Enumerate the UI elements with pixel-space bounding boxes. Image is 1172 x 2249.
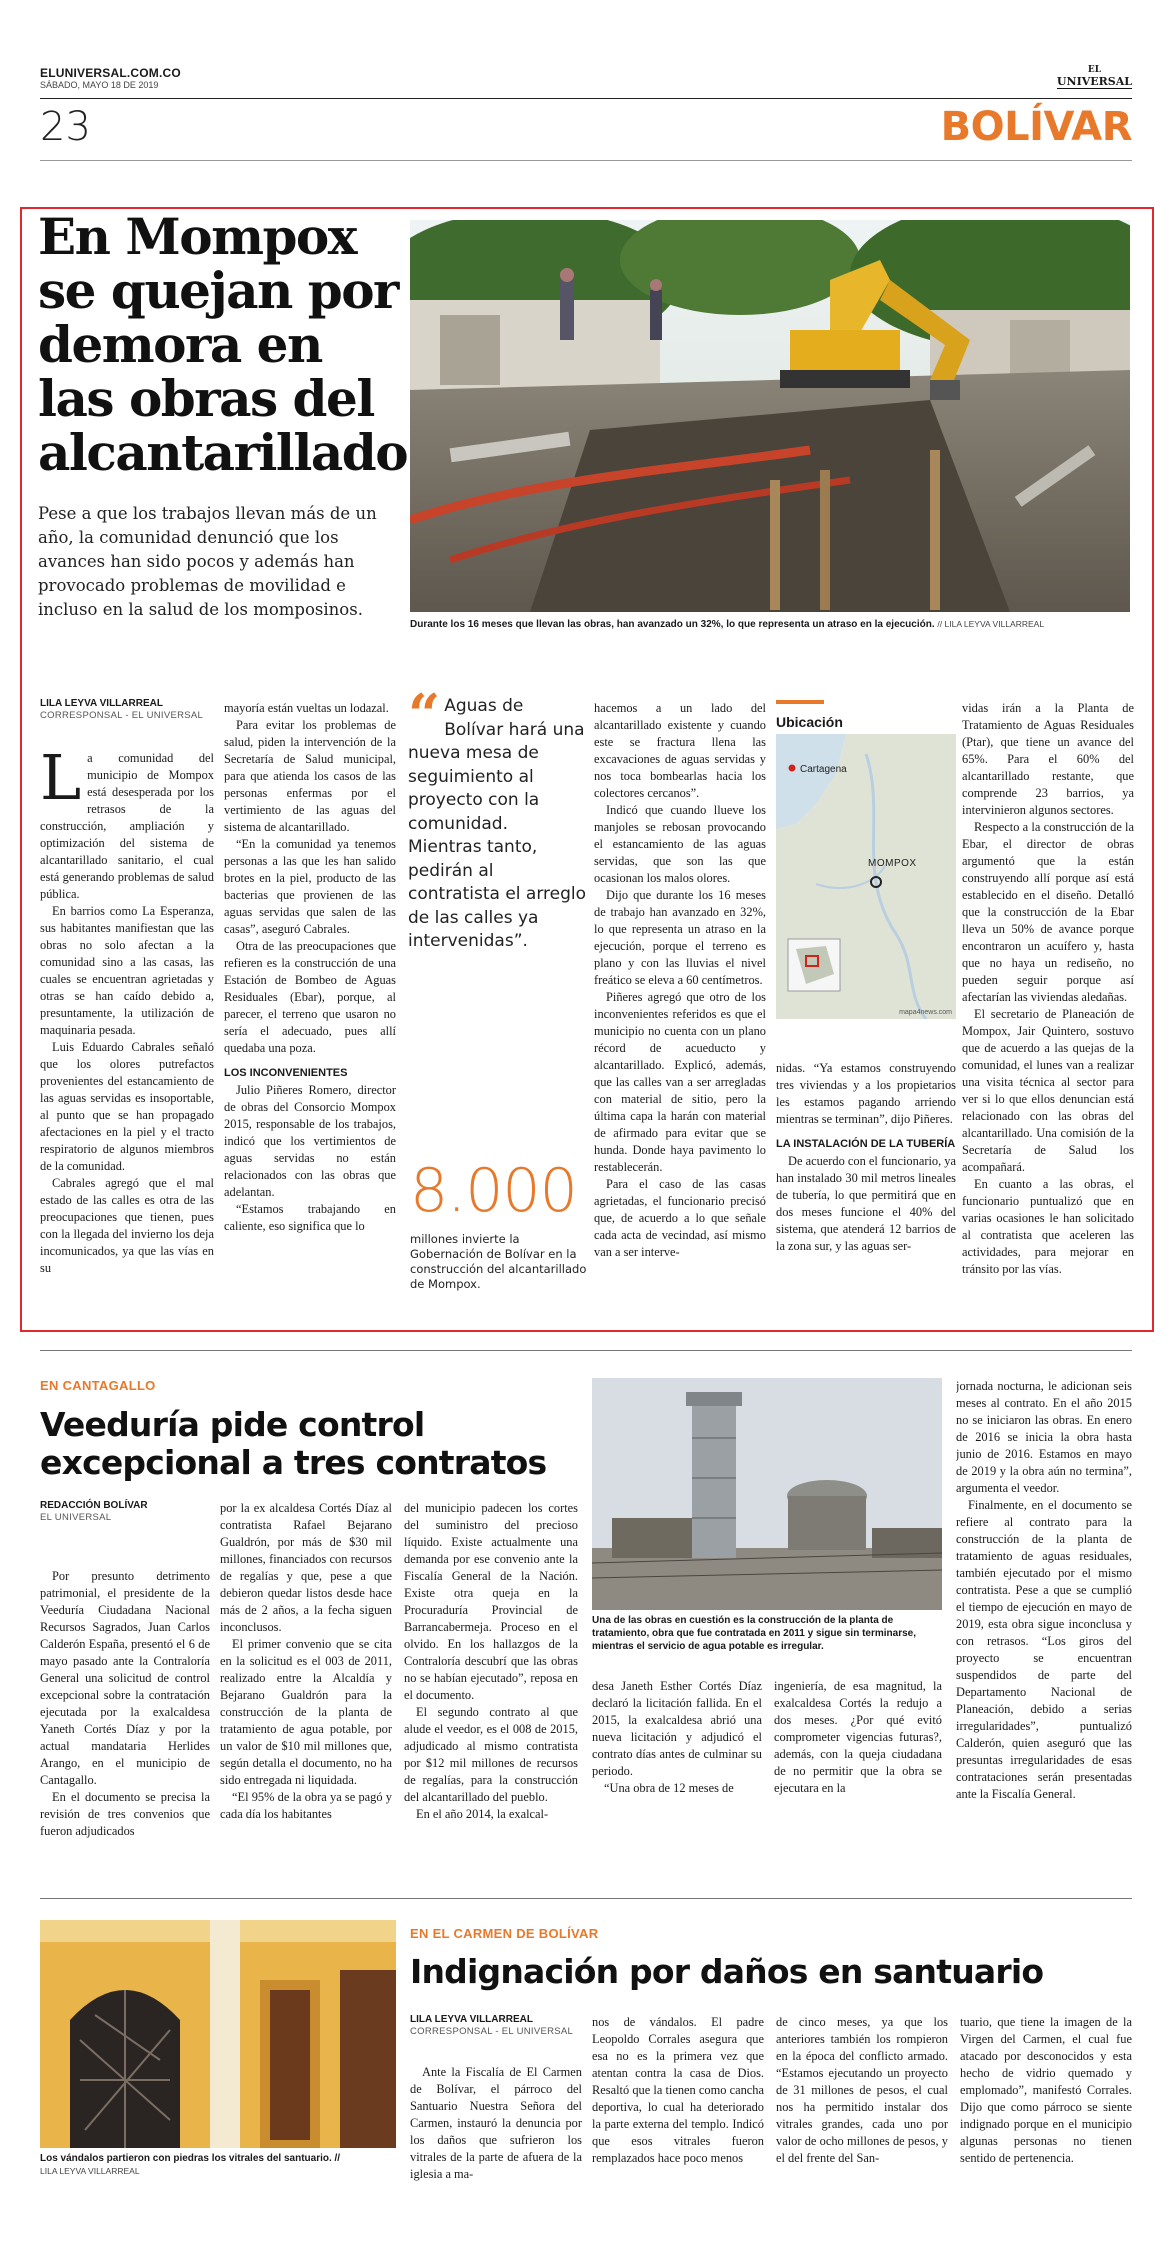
pull-quote-text: Aguas de Bolívar hará una nueva mesa de seguimiento al proyecto con la comunidad. Mientras tanto, pedirán al contratista el arreglo de las calles ya intervenidas”. xyxy=(408,696,587,951)
lead-paragraph: “Estamos trabajando en caliente, eso significa que lo xyxy=(224,1202,396,1233)
issue-date: SÁBADO, MAYO 18 DE 2019 xyxy=(40,80,159,90)
story2-paragraph: ingeniería, de esa magnitud, la exalcaldesa Cortés la redujo a dos meses. ¿Por qué evitó comprometer vigencias futuras?, además, con la queja ciudadana de no permitir que la obra se ejecutara en la xyxy=(774,1679,942,1795)
lead-column-1 xyxy=(40,750,214,1320)
pull-quote xyxy=(408,682,587,954)
story2-column-3 xyxy=(404,1500,578,1866)
story2-paragraph: Finalmente, en el documento se refiere al contrato para la construcción de la planta de tratamiento de aguas residuales, también ejecutado por el mismo contratista. Pese a que se cumplió el tiempo de ejecución en mayo de 2019, esta obra sigue inconclusa y con retrasos. “Los giros del proyecto se encuentran suspendidos de parte del Departamento Nacional de Planeación, debido a serias irregularidades”, puntualizó Calderón, quien aseguró que las presuntas irregularidades de esas contrataciones serán presentadas ante la Fiscalía General. xyxy=(956,1498,1132,1801)
map-label-city2: MOMPOX xyxy=(868,858,917,869)
byline-role: EL UNIVERSAL xyxy=(40,1512,112,1523)
lead-paragraph: Cabrales agregó que el mal estado de las calles es otra de las preocupaciones que tienen, pues con la llegada del invierno los deja incomunicados, ya que las vías en su xyxy=(40,1176,214,1275)
byline-name[interactable]: REDACCIÓN BOLÍVAR xyxy=(40,1500,148,1511)
story3-paragraph: de cinco meses, ya que los anteriores también los rompieron en la época del conflicto armado. “Estamos ejecutando un proyecto de 31 millones de pesos, el cual nos ha permitido instalar dos vitrales grandes, cada uno por valor de ocho millones de pesos, y el del frente del San- xyxy=(776,2015,948,2165)
lead-headline[interactable]: En Mompox se quejan por demora en las obras del alcantarillado xyxy=(38,207,408,482)
lead-byline xyxy=(40,698,210,722)
lead-paragraph: vidas irán a la Planta de Tratamiento de Aguas Residuales (Ptar), que tiene un avance del 65%. Para el 60% del alcantarillado restante, que comprende 23 barrios, ya intervinieron algunos sectores. xyxy=(962,701,1134,817)
section-title: BOLÍVAR xyxy=(940,104,1132,150)
byline-role: CORRESPONSAL - EL UNIVERSAL xyxy=(40,710,204,721)
top-rule xyxy=(40,98,1132,99)
story2-column-4 xyxy=(592,1678,762,1868)
lead-paragraph: Para el caso de las casas agrietadas, el funcionario precisó que, de acuerdo a lo que señale cada acta de vecindad, así mismo van a ser interve- xyxy=(594,1177,766,1259)
byline-role: CORRESPONSAL - EL UNIVERSAL xyxy=(410,2026,574,2037)
lead-photo xyxy=(410,220,1130,612)
lead-column-5 xyxy=(962,700,1134,1320)
story2-paragraph: por la ex alcaldesa Cortés Díaz al contratista Rafael Bejarano Gualdrón, por más de $30 mil millones, financiados con recursos de regalías y que, pese a que debieron quedar listos desde hace más de 2 años, a la fecha siguen inconclusos. xyxy=(220,1501,392,1634)
lead-paragraph: En barrios como La Esperanza, sus habitantes manifiestan que las obras no solo afectan a la comunidad sino a las casas, las cuales se encuentran agrietadas y otras se han caído debido a, presuntamente, la utilización de maquinaria pesada. xyxy=(40,904,214,1037)
map-label-city1: Cartagena xyxy=(800,764,847,775)
story3-caption-credit: LILA LEYVA VILLARREAL xyxy=(40,2166,140,2176)
excavation-photo-illustration xyxy=(410,220,1130,612)
lead-paragraph: Indicó que cuando llueve los manjoles se rebosan provocando el estancamiento de las aguas servidas, que son las que ocasionan los malos olores. xyxy=(594,803,766,885)
lead-paragraph: hacemos a un lado del alcantarillado existente y cuando este se fractura llena las excavaciones de aguas servidas y nos toca bombearlas hacia los colectores cercanos”. xyxy=(594,701,766,800)
byline-name[interactable]: LILA LEYVA VILLARREAL xyxy=(410,2014,533,2025)
story2-byline xyxy=(40,1500,210,1524)
map-source: mapa4news.com xyxy=(899,1009,952,1016)
story3-column-1 xyxy=(410,2064,582,2204)
story2-paragraph: “El 95% de la obra ya se pagó y cada día los habitantes xyxy=(220,1790,392,1821)
lead-photo-caption xyxy=(410,618,1130,631)
story2-paragraph: “Una obra de 12 meses de xyxy=(604,1781,734,1795)
logo-line-2: UNIVERSAL xyxy=(1056,75,1132,88)
story-divider xyxy=(40,1898,1132,1899)
lead-column-3 xyxy=(594,700,766,1320)
site-url[interactable]: ELUNIVERSAL.COM.CO xyxy=(40,66,181,80)
story3-column-3 xyxy=(776,2014,948,2204)
lead-paragraph: a comunidad del municipio de Mompox está desesperada por los retrasos de la construcción, ampliación y optimización del sistema de alcantarillado sanitario, el cual está generando problemas de salud pública. xyxy=(40,751,214,901)
water-tower-photo-illustration xyxy=(592,1378,942,1610)
story3-paragraph: Ante la Fiscalía de El Carmen de Bolívar, el párroco del Santuario Nuestra Señora del Carmen, instauró la denuncia por los daños que sufrieron los vitrales de la parte de afuera de la iglesia a ma- xyxy=(410,2065,582,2181)
map-title: Ubicación xyxy=(776,714,843,730)
story2-column-1 xyxy=(40,1568,210,1868)
lead-paragraph: Julio Piñeres Romero, director de obras del Consorcio Mompox 2015, responsable de los trabajos, indicó que los vertimientos de aguas servidas no están relacionados con las obras que adelantan. xyxy=(224,1083,396,1199)
story3-photo-caption xyxy=(40,2152,396,2178)
lead-paragraph: Luis Eduardo Cabrales señaló que los olores putrefactos provenientes del estancamiento de las aguas servidas es insoportable, al punto que se han propagado afectaciones en la piel y el tracto respiratorio de algunos miembros de la comunidad. xyxy=(40,1040,214,1173)
drop-cap: L xyxy=(40,750,82,814)
story2-paragraph: del municipio padecen los cortes del suministro del precioso líquido. Existe actualmente una demanda por ese convenio ante la Fiscalía General de la Nación. Existe otra queja en la Procuraduría Provincial de Barrancabermeja. Proceso en el olvido. En los hallazgos de la Contraloría descubrí que las obras no se habían ejecutado”, reposa en el documento. xyxy=(404,1501,578,1702)
lead-paragraph: Respecto a la construcción de la Ebar, el director de obras argumentó que la están construyendo allí porque así está establecido en el diseño. Detalló que la construcción de la Ebar lleva un 50% de avance porque encontraron un acuífero y, hasta que no haya un rediseño, no pueden seguir porque así afectarían las viviendas aledañas. xyxy=(962,820,1134,1004)
lead-paragraph: nidas. “Ya estamos construyendo tres viviendas y a los propietarios les estamos pagando arriendo mientras se terminan”, dijo Piñeres. xyxy=(776,1061,956,1126)
story2-paragraph: desa Janeth Esther Cortés Díaz declaró la licitación fallida. En el 2015, la exalcaldesa abrió una nueva licitación y adjudicó el contrato días antes de culminar su periodo. xyxy=(592,1679,762,1778)
lead-deck: Pese a que los trabajos llevan más de un año, la comunidad denunció que los avances han sido pocos y además han provocado problemas de movilidad e incluso en la salud de los momposinos. xyxy=(38,504,377,619)
lead-column-2 xyxy=(224,700,396,1320)
map-graphic xyxy=(776,734,956,1019)
lead-paragraph: De acuerdo con el funcionario, ya han instalado 30 mil metros lineales de tubería, lo que permitirá que en dos meses funcione el 40% del sistema, que atenderá 12 barrios de la zona sur, y las aguas ser- xyxy=(776,1154,956,1253)
story3-headline[interactable]: Indignación por daños en santuario xyxy=(410,1952,1044,1991)
story3-photo xyxy=(40,1920,396,2148)
story2-column-5 xyxy=(774,1678,942,1868)
section-rule xyxy=(40,160,1132,161)
story2-paragraph: En el documento se precisa la revisión de tres convenios que fueron adjudicados xyxy=(40,1790,210,1838)
lead-paragraph: Otra de las preocupaciones que refieren es la construcción de una Estación de Bombeo de Aguas Residuales (Ebar), porque, al parecer, el terreno que usaron no sería el adecuado, pues allí quedaba una poza. xyxy=(224,939,396,1055)
lead-paragraph: mayoría están vueltas un lodazal. xyxy=(224,701,389,715)
lead-caption-credit: // LILA LEYVA VILLARREAL xyxy=(937,619,1045,629)
subheading: LA INSTALACIÓN DE LA TUBERÍA xyxy=(776,1138,956,1150)
location-map xyxy=(776,700,956,1030)
page-number: 23 xyxy=(40,104,91,150)
story3-byline xyxy=(410,2014,580,2038)
story2-paragraph: Por presunto detrimento patrimonial, el presidente de la Veeduría Ciudadana Nacional Recursos Sagrados, Juan Carlos Calderón España, presentó el 6 de mayo pasado ante la Contraloría General una solicitud de control excepcional sobre la contratación ejecutada por la exalcaldesa Yaneth Cortés Díaz y por la actual mandataria Herlides Arango, en el municipio de Cantagallo. xyxy=(40,1569,210,1787)
story2-column-6 xyxy=(956,1378,1132,1868)
lead-paragraph: El secretario de Planeación de Mompox, Jair Quintero, sostuvo que de acuerdo a las quejas de la comunidad, el lunes van a realizar una visita técnica al sector para ver si lo que ellos denuncian está relacionado con las obras del alcantarillado. Una comisión de la Secretaría de Salud los acompañará. xyxy=(962,1007,1134,1174)
lead-column-4 xyxy=(776,1060,956,1322)
story3-paragraph: nos de vándalos. El padre Leopoldo Corrales asegura que esa no es la primera vez que atentan contra la casa de Dios. Resaltó que la tienen como cancha deportiva, lo cual ha deteriorado la parte externa del templo. Indicó que esos vitrales fueron remplazados hace poco menos xyxy=(592,2015,764,2165)
story2-paragraph: El segundo contrato al que alude el veedor, es el 008 de 2015, adjudicado al mismo contratista por $12 mil millones de recursos de regalías, para la construcción del alcantarillado del pueblo. xyxy=(404,1705,578,1804)
lead-paragraph: En cuanto a las obras, el funcionario puntualizó que en varias ocasiones le han solicitado al contratista que aceleren las actividades, para mejorar en tránsito por las vías. xyxy=(962,1177,1134,1276)
subheading: LOS INCONVENIENTES xyxy=(224,1067,348,1079)
map-accent-rule xyxy=(776,700,824,704)
story3-column-4 xyxy=(960,2014,1132,2204)
cartagena-marker-icon xyxy=(789,765,796,772)
story2-column-2 xyxy=(220,1500,392,1866)
big-number-label: millones invierte la Gobernación de Bolívar en la construcción del alcantarillado de Mompox. xyxy=(410,1232,587,1291)
story2-paragraph: En el año 2014, la exalcal- xyxy=(416,1807,549,1821)
lead-caption-text: Durante los 16 meses que llevan las obras, han avanzado un 32%, lo que representa un atraso en la ejecución. xyxy=(410,619,935,630)
story2-headline[interactable]: Veeduría pide control excepcional a tres contratos xyxy=(40,1405,547,1482)
story2-kicker: EN CANTAGALLO xyxy=(40,1378,156,1393)
story3-caption-text: Los vándalos partieron con piedras los vitrales del santuario. // xyxy=(40,2153,341,2164)
big-number: 8.000 xyxy=(410,1156,577,1226)
story2-photo xyxy=(592,1378,942,1610)
story2-paragraph: El primer convenio que se cita en la solicitud es el 003 de 2011, realizado entre la Alcaldía y Bejarano Gualdrón para la construcción de la planta de tratamiento de agua potable, por un valor de $10 mil millones que, según detalla el documento, no ha sido entregada ni liquidada. xyxy=(220,1637,392,1787)
story2-photo-caption: Una de las obras en cuestión es la construcción de la planta de tratamiento, obra que fue contratada en 2011 y sigue sin terminarse, mientras el servicio de agua potable es irregular. xyxy=(592,1615,916,1652)
church-window-photo-illustration xyxy=(40,1920,396,2148)
newspaper-logo xyxy=(1057,64,1132,89)
lead-paragraph: Para evitar los problemas de salud, piden la intervención de la Secretaría de Salud municipal, para que atienda los casos de las personas enfermas por el vertimiento de las aguas del sistema de alcantarillado. xyxy=(224,718,396,834)
lead-paragraph: Piñeres agregó que otro de los inconvenientes referidos es que el municipio no cuenta con un plano récord de acueducto y alcantarillado. Explicó, además, que las calles van a ser arregladas con material de sitio, pero la última capa la harán con material de afirmado para evitar que se hunda. Donde haya pavimento lo restablecerán. xyxy=(594,990,766,1174)
story3-paragraph: tuario, que tiene la imagen de la Virgen del Carmen, el cual fue atacado por desconocidos y esta hecho de vidrio quemado y emplomado”, manifestó Corrales. Dijo que como párroco se siente indignado porque en el municipio algunas personas no tienen sentido de pertenencia. xyxy=(960,2015,1132,2165)
quote-mark-icon: “ xyxy=(408,682,441,748)
story-divider xyxy=(40,1350,1132,1351)
story3-kicker: EN EL CARMEN DE BOLÍVAR xyxy=(410,1926,599,1941)
byline-name[interactable]: LILA LEYVA VILLARREAL xyxy=(40,698,163,709)
story2-paragraph: jornada nocturna, le adicionan seis meses al contrato. En el año 2015 no se iniciaron las obras. En enero de 2016 se inicia la obra hasta junio de 2016. Estamos en mayo de 2019 y la obra aún no termina”, argumenta el veedor. xyxy=(956,1379,1132,1495)
logo-line-1: EL xyxy=(1087,65,1102,75)
story3-column-2 xyxy=(592,2014,764,2204)
lead-paragraph: “En la comunidad ya tenemos personas a las que les han salido brotes en la piel, producto de las bacterias que provienen de las aguas servidas que salen de las casas”, aseguró Cabrales. xyxy=(224,837,396,936)
lead-paragraph: Dijo que durante los 16 meses de trabajo han avanzado en 32%, lo que representa un atraso en la ejecución, porque el terreno es plano y con las lluvias el nivel freático se eleva a 60 centímetros. xyxy=(594,888,766,987)
